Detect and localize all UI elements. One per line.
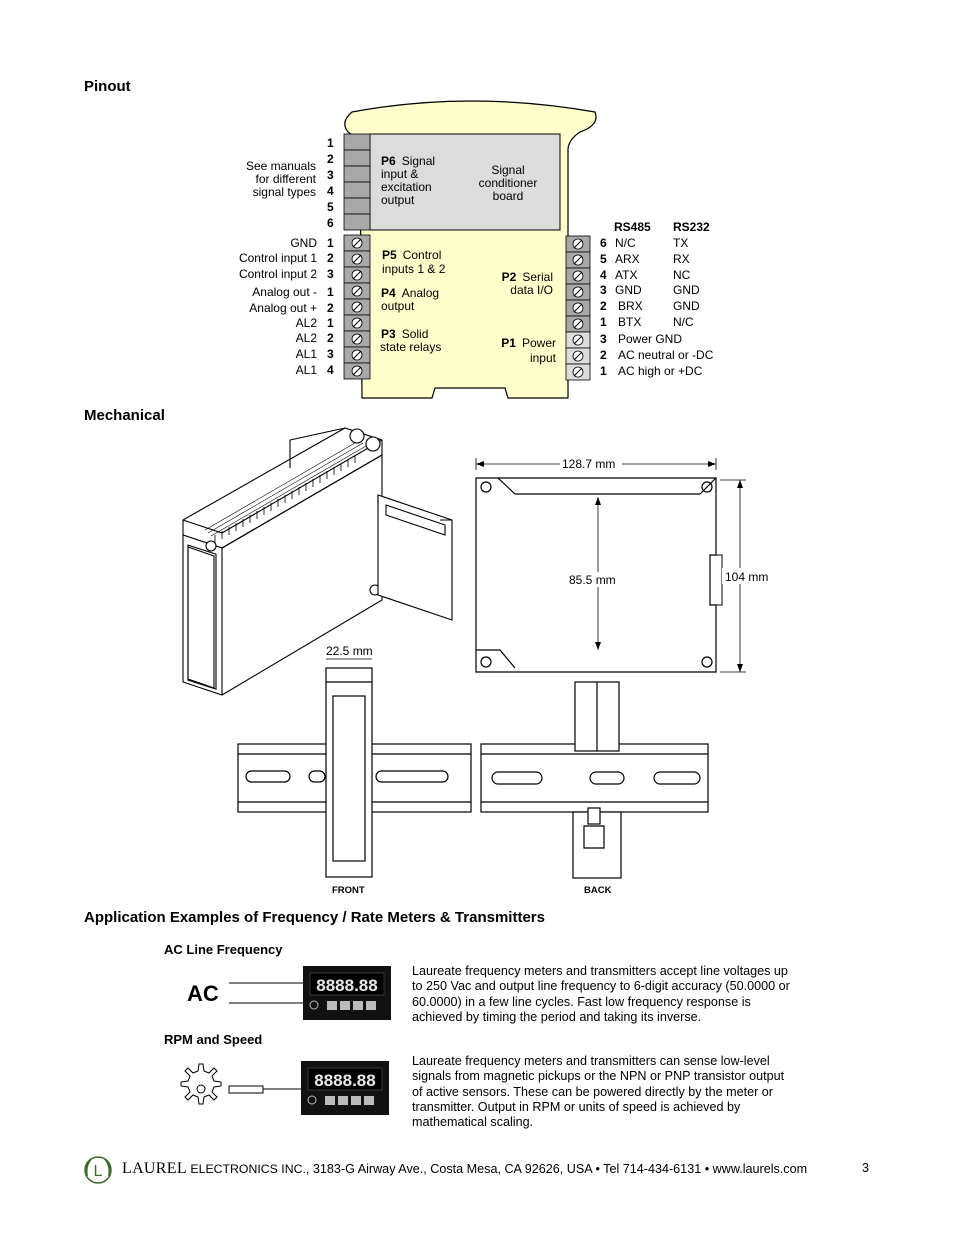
back-view <box>481 682 708 878</box>
p2-desc: data I/O <box>510 283 553 297</box>
left-pin-number: 4 <box>327 363 334 377</box>
p6-pin-number: 1 <box>327 136 334 150</box>
rs485-header: RS485 <box>614 220 651 234</box>
left-screw-terminals <box>344 235 370 379</box>
page-number: 3 <box>862 1161 870 1175</box>
isometric-view <box>183 428 452 695</box>
app-description-ac: Laureate frequency meters and transmitters accept line voltages up to 250 Vac and output line frequency to 6-digit accuracy (50.0000 or 60.0000) in a few line cycles. Fast low frequency response is achieved by timing the period and taking its inverse. <box>412 964 790 1024</box>
right-pin-number: 2 <box>600 299 607 313</box>
left-note-line: signal types <box>252 185 316 199</box>
ac-label: AC <box>187 981 219 1006</box>
right-pin-number: 4 <box>600 268 607 282</box>
board-label: board <box>492 189 524 203</box>
p6-desc: output <box>381 193 415 207</box>
p6-pin-number: 2 <box>327 152 334 166</box>
p3-label: P3 Solid <box>381 327 429 341</box>
footer-text <box>122 1160 807 1178</box>
board-label: conditioner <box>478 176 538 190</box>
p6-pin-number: 3 <box>327 168 334 182</box>
p4-label: P4 Analog <box>381 286 440 300</box>
footer-brand: LAUREL <box>122 1160 187 1177</box>
left-pin-number: 2 <box>327 331 334 345</box>
meter-digits: 8888.88 <box>314 1071 376 1090</box>
p6-desc: excitation <box>381 180 432 194</box>
footer-tel: Tel 714-434-6131 <box>603 1162 702 1176</box>
ac-example-illustration <box>180 962 395 1024</box>
rs232-header: RS232 <box>673 220 710 234</box>
p6-label: P6 Signal <box>381 154 436 168</box>
rs485-signal: BTX <box>618 315 642 329</box>
power-label: AC neutral or -DC <box>618 348 714 362</box>
left-pin-number: 1 <box>327 316 334 330</box>
right-pin-number: 1 <box>600 315 607 329</box>
rs232-signal: GND <box>673 299 700 313</box>
rs232-signal: RX <box>673 252 690 266</box>
p6-pin-number: 4 <box>327 184 334 198</box>
p6-pin-number: 5 <box>327 200 334 214</box>
p6-desc: input & <box>381 167 419 181</box>
left-pin-number: 1 <box>327 285 334 299</box>
rs485-signal: ARX <box>615 252 640 266</box>
svg-text:L: L <box>93 1163 103 1180</box>
left-pin-label: Control input 1 <box>238 251 317 265</box>
left-pin-number: 3 <box>327 347 334 361</box>
left-pin-label: AL2 <box>295 331 317 345</box>
left-note-line: See manuals <box>245 159 316 173</box>
left-pin-label: Analog out - <box>252 285 317 299</box>
p6-connector <box>344 134 370 230</box>
left-pin-number: 3 <box>327 267 334 281</box>
pinout-heading: Pinout <box>84 78 131 95</box>
rs485-signal: N/C <box>615 236 636 250</box>
mechanical-drawings <box>175 420 785 900</box>
rs232-signal: GND <box>673 283 700 297</box>
right-pin-number: 3 <box>600 283 607 297</box>
rpm-example-illustration <box>172 1058 392 1122</box>
power-pin-number: 3 <box>600 332 607 346</box>
rs232-signal: NC <box>673 268 691 282</box>
rs232-signal: TX <box>673 236 689 250</box>
dim-depth-label: 22.5 mm <box>326 644 373 658</box>
dim-width-label: 128.7 mm <box>562 457 616 471</box>
power-pin-number: 1 <box>600 364 607 378</box>
pinout-diagram <box>220 100 740 400</box>
left-pin-number: 2 <box>327 301 334 315</box>
left-pin-label: GND <box>290 236 317 250</box>
gear-icon <box>181 1064 221 1104</box>
front-view <box>238 668 471 877</box>
p5-label: P5 Control <box>382 248 442 262</box>
mechanical-heading: Mechanical <box>84 407 165 424</box>
right-pin-number: 5 <box>600 252 607 266</box>
footer-website-link[interactable]: www.laurels.com <box>712 1162 808 1176</box>
app-description-rpm: Laureate frequency meters and transmitters can sense low-level signals from magnetic pickups or the NPN or PNP transistor output of active sensors. These can be powered directly by the meter or transmitter. Output in RPM or units of speed is achieved by mathematical scaling. <box>412 1054 785 1130</box>
p6-pin-number: 6 <box>327 216 334 230</box>
p4-desc: output <box>381 299 415 313</box>
front-label: FRONT <box>332 885 365 896</box>
left-pin-label: AL1 <box>295 363 317 377</box>
power-label: AC high or +DC <box>618 364 703 378</box>
p1-desc: input <box>529 351 556 365</box>
rs485-signal: BRX <box>618 299 643 313</box>
bullet-separator: • <box>595 1162 600 1176</box>
left-pin-number: 1 <box>327 236 334 250</box>
app-title-rpm: RPM and Speed <box>164 1032 263 1047</box>
left-pin-label: Control input 2 <box>238 267 317 281</box>
rs485-signal: ATX <box>615 268 638 282</box>
footer-company: ELECTRONICS INC. <box>190 1162 306 1176</box>
meter-digits: 8888.88 <box>316 976 378 995</box>
rs232-signal: N/C <box>673 315 694 329</box>
back-label: BACK <box>584 885 612 896</box>
applications-heading: Application Examples of Frequency / Rate Meters & Transmitters <box>84 909 545 926</box>
left-note-line: for different <box>255 172 316 186</box>
p1-label: P1 Power <box>501 336 556 350</box>
p3-desc: state relays <box>380 340 442 354</box>
power-pin-number: 2 <box>600 348 607 362</box>
right-pin-number: 6 <box>600 236 607 250</box>
dim-inner-label: 85.5 mm <box>569 573 616 587</box>
board-label: Signal <box>491 163 525 177</box>
dim-height-label: 104 mm <box>725 570 769 584</box>
p5-desc: inputs 1 & 2 <box>382 262 446 276</box>
p2-label: P2 Serial <box>501 270 553 284</box>
laurel-logo-icon <box>82 1154 116 1188</box>
left-pin-label: AL2 <box>295 316 317 330</box>
left-pin-label: AL1 <box>295 347 317 361</box>
power-label: Power GND <box>618 332 683 346</box>
left-pin-number: 2 <box>327 251 334 265</box>
right-screw-terminals <box>566 236 590 380</box>
left-pin-label: Analog out + <box>249 301 317 315</box>
footer-address: , 3183-G Airway Ave., Costa Mesa, CA 92626, USA <box>305 1162 592 1176</box>
app-title-ac: AC Line Frequency <box>164 942 283 957</box>
rs485-signal: GND <box>615 283 642 297</box>
bullet-separator: • <box>704 1162 710 1176</box>
